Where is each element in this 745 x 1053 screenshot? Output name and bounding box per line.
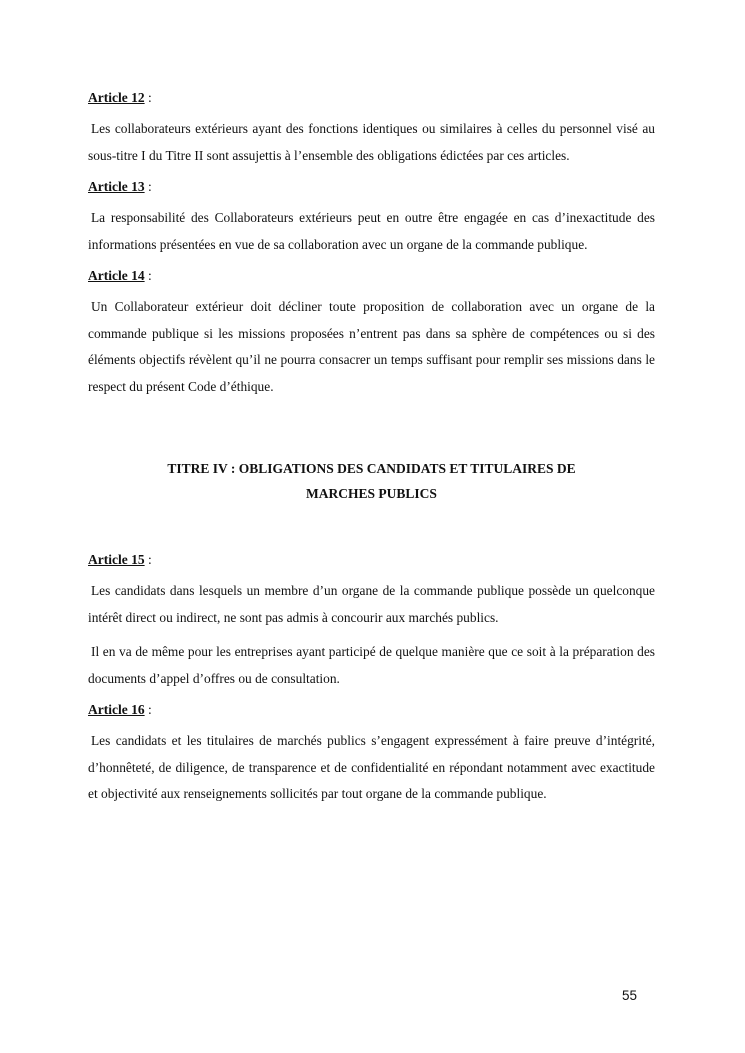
article-12-paragraph: Les collaborateurs extérieurs ayant des fonctions identiques ou similaires à celles du personnel visé au sous-titre I du Titre II sont assujettis à l’ensemble des obligations édictées par ces articles. — [88, 121, 655, 163]
article-14-heading: Article 14 : — [88, 268, 152, 283]
article-15-paragraph-1: Les candidats dans lesquels un membre d’un organe de la commande publique possède un quelconque intérêt direct ou indirect, ne sont pas admis à concourir aux marchés publics. — [88, 583, 655, 625]
section-title-line-1: TITRE IV : OBLIGATIONS DES CANDIDATS ET TITULAIRES DE — [167, 461, 576, 476]
article-16-heading: Article 16 : — [88, 702, 152, 717]
section-title — [88, 456, 655, 506]
article-title: Article 12 — [88, 90, 145, 105]
article-13-heading: Article 13 : — [88, 179, 152, 194]
article-title: Article 16 — [88, 702, 145, 717]
article-16-paragraph: Les candidats et les titulaires de marchés publics s’engagent expressément à faire preuve d’intégrité, d’honnêteté, de diligence, de transparence et de confidentialité en répondant notamment avec exactitude et objectivité aux renseignements sollicités par tout organe de la commande publique. — [88, 733, 655, 801]
article-14-paragraph: Un Collaborateur extérieur doit décliner toute proposition de collaboration avec un organe de la commande publique si les missions proposées n’entrent pas dans sa sphère de compétences ou si des éléments objectifs révèlent qu’il ne pourra consacrer un temps suffisant pour remplir ses missions dans le respect du présent Code d’éthique. — [88, 299, 655, 394]
article-title: Article 15 — [88, 552, 145, 567]
article-title: Article 13 — [88, 179, 145, 194]
article-15-paragraph-2: Il en va de même pour les entreprises ayant participé de quelque manière que ce soit à la préparation des documents d’appel d’offres ou de consultation. — [88, 644, 655, 686]
article-12-heading: Article 12 : — [88, 90, 152, 105]
article-13-paragraph: La responsabilité des Collaborateurs extérieurs peut en outre être engagée en cas d’inexactitude des informations présentées en vue de sa collaboration avec un organe de la commande publique. — [88, 210, 655, 252]
section-title-line-2: MARCHES PUBLICS — [306, 486, 437, 501]
article-title: Article 14 — [88, 268, 145, 283]
article-15-heading: Article 15 : — [88, 552, 152, 567]
page-number: 55 — [622, 988, 638, 1003]
document-page — [88, 82, 655, 816]
